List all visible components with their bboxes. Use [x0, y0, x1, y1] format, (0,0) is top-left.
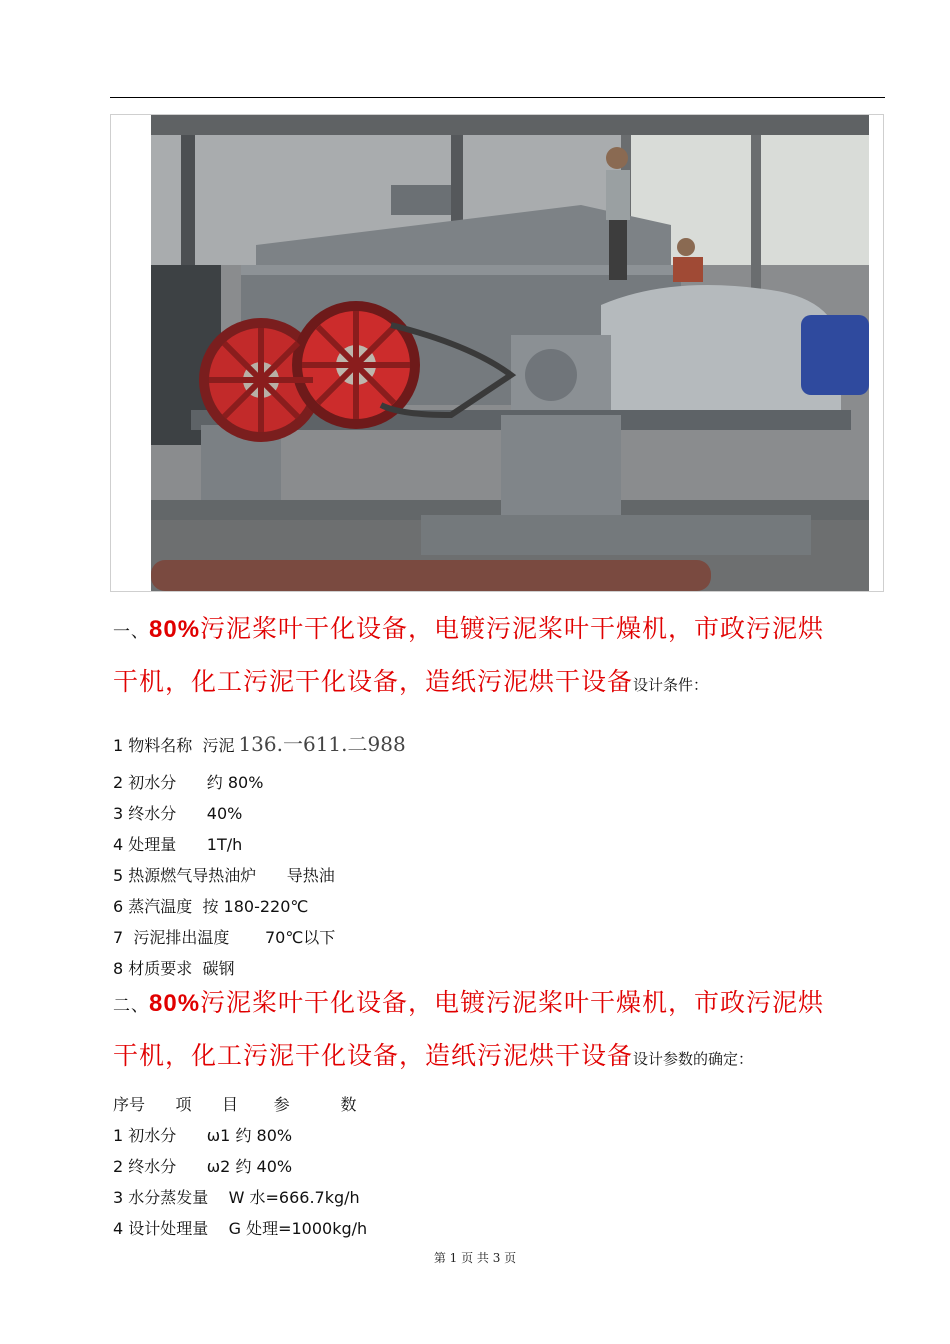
section-2-heading	[113, 978, 893, 1084]
section-title-line2: 干机，化工污泥干化设备，造纸污泥烘干设备	[113, 667, 634, 696]
section-1-heading	[113, 604, 893, 710]
condition-line: 3 终水分 40%	[113, 804, 243, 823]
condition-line: 4 处理量 1T/h	[113, 835, 243, 854]
condition-line: 6 蒸汽温度 按 180-220℃	[113, 897, 309, 916]
phone-number: 136.一611.二988	[238, 732, 406, 756]
photo-frame	[110, 114, 884, 592]
condition-line: 8 材质要求 碳钢	[113, 959, 235, 978]
condition-line: 5 热源燃气导热油炉 导热油	[113, 866, 335, 885]
condition-line: 7 污泥排出温度 70℃以下	[113, 928, 336, 947]
page-footer: 第 1 页 共 3 页	[433, 1251, 517, 1265]
section-title-line1: 污泥桨叶干化设备，电镀污泥桨叶干燥机，市政污泥烘	[200, 988, 825, 1017]
section-percent: 80%	[149, 990, 201, 1017]
param-line: 3 水分蒸发量 W 水=666.7kg/h	[113, 1188, 360, 1207]
section-subtitle: 设计条件：	[633, 676, 709, 694]
section-title-line1: 污泥桨叶干化设备，电镀污泥桨叶干燥机，市政污泥烘	[200, 614, 825, 643]
condition-line	[113, 728, 406, 757]
param-line: 1 初水分 ω1 约 80%	[113, 1126, 293, 1145]
condition-line: 2 初水分 约 80%	[113, 773, 264, 792]
param-line: 2 终水分 ω2 约 40%	[113, 1157, 293, 1176]
section-subtitle: 设计参数的确定：	[633, 1050, 754, 1068]
machine-photo	[151, 115, 869, 591]
params-header: 序号 项 目 参 数	[113, 1095, 357, 1114]
section-percent: 80%	[149, 616, 201, 643]
section-index: 二、	[113, 996, 149, 1016]
section-title-line2: 干机，化工污泥干化设备，造纸污泥烘干设备	[113, 1041, 634, 1070]
param-line: 4 设计处理量 G 处理=1000kg/h	[113, 1219, 368, 1238]
condition-text: 1 物料名称 污泥	[113, 736, 235, 755]
header-rule	[110, 97, 885, 98]
section-index: 一、	[113, 622, 149, 642]
